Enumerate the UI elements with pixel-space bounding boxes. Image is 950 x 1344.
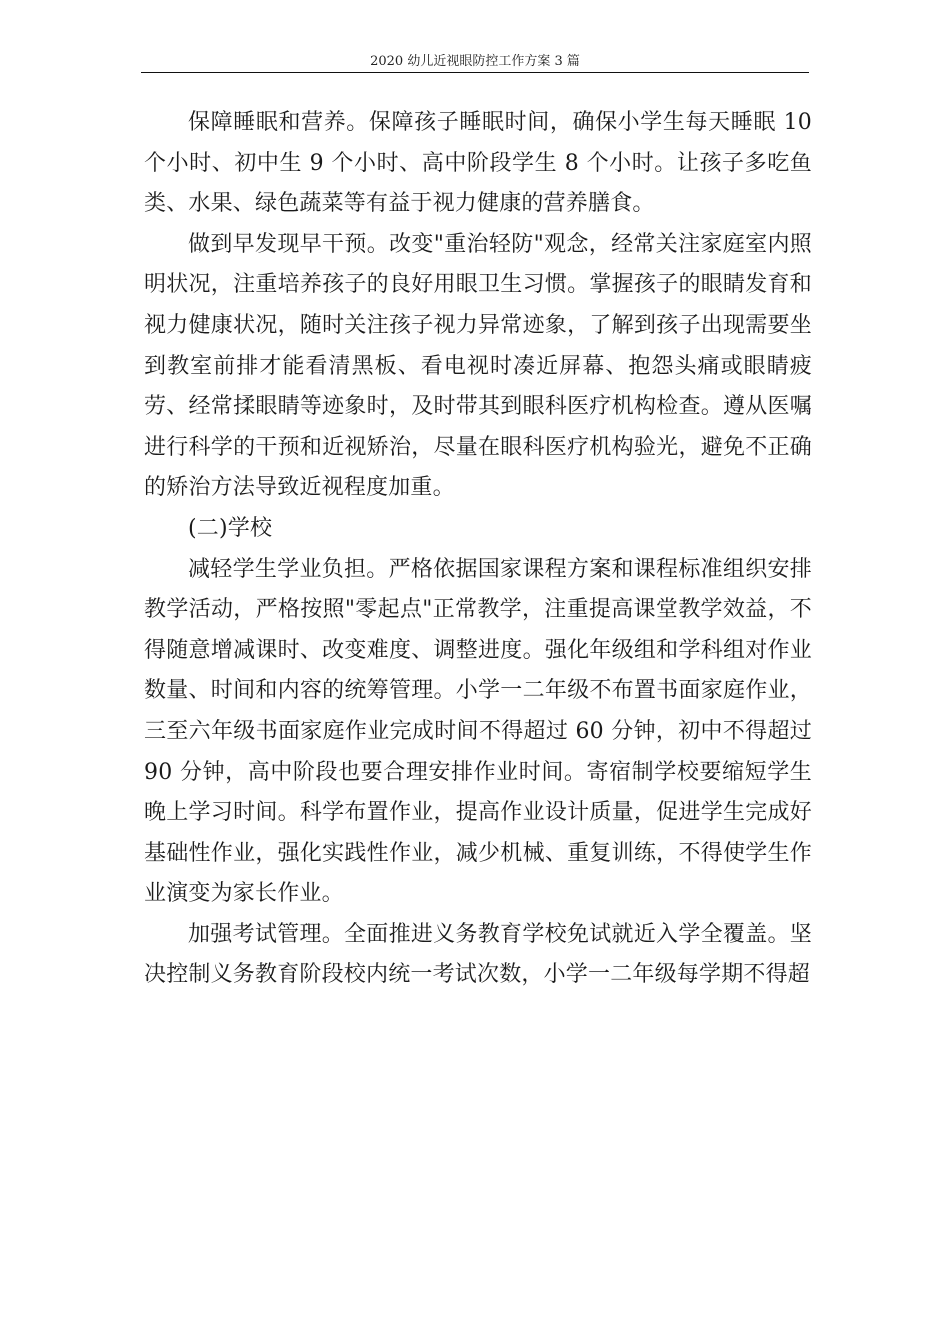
paragraph-exam-management: 加强考试管理。全面推进义务教育学校免试就近入学全覆盖。坚决控制义务教育阶段校内统一考试次数，小学一二年级每学期不得超	[144, 921, 812, 988]
document-body	[144, 103, 812, 996]
paragraph-reduce-burden: 减轻学生学业负担。严格依据国家课程方案和课程标准组织安排教学活动，严格按照"零起点"正常教学，注重提高课堂教学效益，不得随意增减课时、改变难度、调整进度。强化年级组和学科组对作业数量、时间和内容的统筹管理。小学一二年级不布置书面家庭作业，三至六年级书面家庭作业完成时间不得超过 60 分钟，初中不得超过 90 分钟，高中阶段也要合理安排作业时间。寄宿制学校要缩短学生晚上学习时间。科学布置作业，提高作业设计质量，促进学生完成好基础性作业，强化实践性作业，减少机械、重复训练，不得使学生作业演变为家长作业。	[144, 556, 812, 907]
paragraph-sleep-nutrition: 保障睡眠和营养。保障孩子睡眠时间，确保小学生每天睡眠 10 个小时、初中生 9 个小时、高中阶段学生 8 个小时。让孩子多吃鱼类、水果、绿色蔬菜等有益于视力健康的营养膳食。	[144, 110, 812, 217]
section-heading-school: (二)学校	[188, 515, 273, 541]
paragraph-early-detection: 做到早发现早干预。改变"重治轻防"观念，经常关注家庭室内照明状况，注重培养孩子的良好用眼卫生习惯。掌握孩子的眼睛发育和视力健康状况，随时关注孩子视力异常迹象，了解到孩子出现需要坐到教室前排才能看清黑板、看电视时凑近屏幕、抱怨头痛或眼睛疲劳、经常揉眼睛等迹象时，及时带其到眼科医疗机构检查。遵从医嘱进行科学的干预和近视矫治，尽量在眼科医疗机构验光，避免不正确的矫治方法导致近视程度加重。	[144, 231, 812, 501]
page-header-title: 2020 幼儿近视眼防控工作方案 3 篇	[370, 54, 580, 69]
header-divider	[141, 72, 809, 73]
